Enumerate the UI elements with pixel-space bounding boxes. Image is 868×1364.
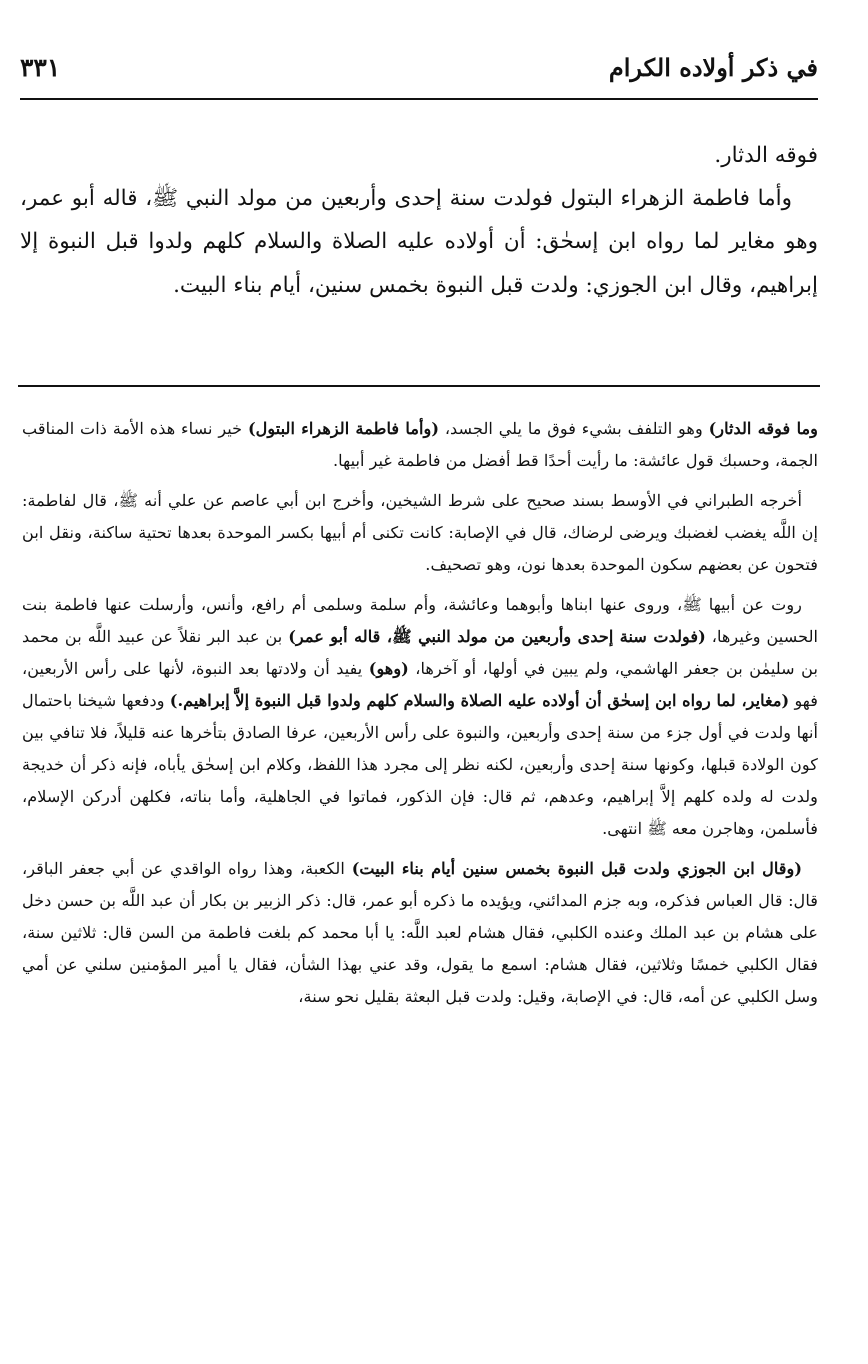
- commentary-separator: [18, 385, 820, 387]
- commentary-paragraph: [22, 413, 818, 477]
- header-rule: [20, 98, 818, 100]
- commentary-text: وهو التلفف بشيء فوق ما يلي الجسد،: [439, 419, 709, 438]
- commentary-paragraph: أخرجه الطبراني في الأوسط بسند صحيح على شرط الشيخين، وأخرج ابن أبي عاصم عن علي أنه ﷺ، قال لفاطمة: إن اللَّه يغضب لغضبك ويرضى لرضاك، قال في الإصابة: كانت تكنى أم أبيها بكسر الموحدة بعدها تحتية ساكنة، ونقل ابن فتحون عن بعضهم سكون الموحدة بعدها نون، وهو تصحيف.: [22, 491, 818, 574]
- main-text: [20, 134, 818, 307]
- commentary-paragraph: [22, 853, 818, 1013]
- quoted-phrase: (مغاير، لما رواه ابن إسحٰق أن أولاده عليه الصلاة والسلام كلهم ولدوا قبل النبوة إلاَّ إبراهيم.): [169, 691, 790, 710]
- quoted-phrase: (وأما فاطمة الزهراء البتول): [248, 419, 440, 438]
- commentary-text: يفيد أن ولادتها بعد النبوة، لأنها على رأس الأربعين، فهو: [22, 659, 819, 710]
- quoted-phrase: (فولدت سنة إحدى وأربعين من مولد النبي ﷺ، قاله أبو عمر): [288, 627, 706, 646]
- commentary: [22, 413, 818, 1021]
- commentary-text: ودفعها شيخنا باحتمال أنها ولدت في أول جزء من سنة إحدى وأربعين، والنبوة على رأس الأربعين، عرفا الصادق بتأخرها عنه قليلاً، فلا تنافي بين كون الولادة قبلها، وكونها سنة إحدى وأربعين، لكنه نظر إلى مجرد هذا اللفظ، وكلام ابن إسحٰق يأباه، فإنه ذكر أن خديجة ولدت له ولده كلهم إلاَّ إبراهيم، وعدهم، ثم قال: فإن الذكور، فماتوا في الجاهلية، وأما بناته، فكلهن أدركن الإسلام، فأسلمن، وهاجرن معه ﷺ انتهى.: [22, 691, 818, 838]
- running-title: في ذكر أولاده الكرام: [608, 52, 818, 82]
- quoted-phrase: (وهو): [368, 659, 409, 678]
- main-text-paragraph: وأما فاطمة الزهراء البتول فولدت سنة إحدى وأربعين من مولد النبي ﷺ، قاله أبو عمر، وهو مغاير لما رواه ابن إسحٰق: أن أولاده عليه الصلاة والسلام كلهم ولدوا قبل النبوة إلا إبراهيم، وقال ابن الجوزي: ولدت قبل النبوة بخمس سنين، أيام بناء البيت.: [20, 186, 818, 298]
- commentary-text: بن عبد البر نقلاً عن عبيد اللَّه بن محمد بن سليمٰن بن جعفر الهاشمي، ولم يبين في أولها، أو آخرها،: [22, 627, 818, 678]
- commentary-paragraph: [22, 589, 818, 845]
- commentary-text: خير نساء هذه الأمة ذات المناقب الجمة، وحسبك قول عائشة: ما رأيت أحدًا قط أفضل من فاطمة غير أبيها.: [22, 419, 818, 470]
- commentary-text: الكعبة، وهذا رواه الواقدي عن أبي جعفر الباقر، قال: قال العباس فذكره، وبه جزم المدائني، ويؤيده ما ذكره أبو عمر، قال: ذكر الزبير بن بكار أن عبد اللَّه بن حسن دخل على هشام بن عبد الملك وعنده الكلبي، فقال هشام لعبد اللَّه: يا أبا محمد كم بلغت فاطمة من السن قال: ثلاثين سنة، فقال الكلبي خمسًا وثلاثين، فقال هشام: اسمع ما يقول، وقد عني بهذا الشأن، فقال يا أمير المؤمنين سلني عن أمي وسل الكلبي عن أمه، قال: في الإصابة، وقيل: ولدت قبل البعثة بقليل نحو سنة،: [22, 859, 818, 1006]
- main-text-line: فوقه الدثار.: [714, 143, 818, 168]
- quoted-phrase: وما فوقه الدثار): [708, 419, 818, 438]
- quoted-phrase: (وقال ابن الجوزي ولدت قبل النبوة بخمس سنين أيام بناء البيت): [351, 859, 802, 878]
- page-number: ٣٣١: [20, 52, 61, 82]
- page-header: [20, 44, 818, 90]
- commentary-text: روت عن أبيها ﷺ، وروى عنها ابناها وأبوهما وعائشة، وأم سلمة وسلمى أم رافع، وأنس، وأرسلت عنها فاطمة بنت الحسين وغيرها،: [22, 595, 819, 646]
